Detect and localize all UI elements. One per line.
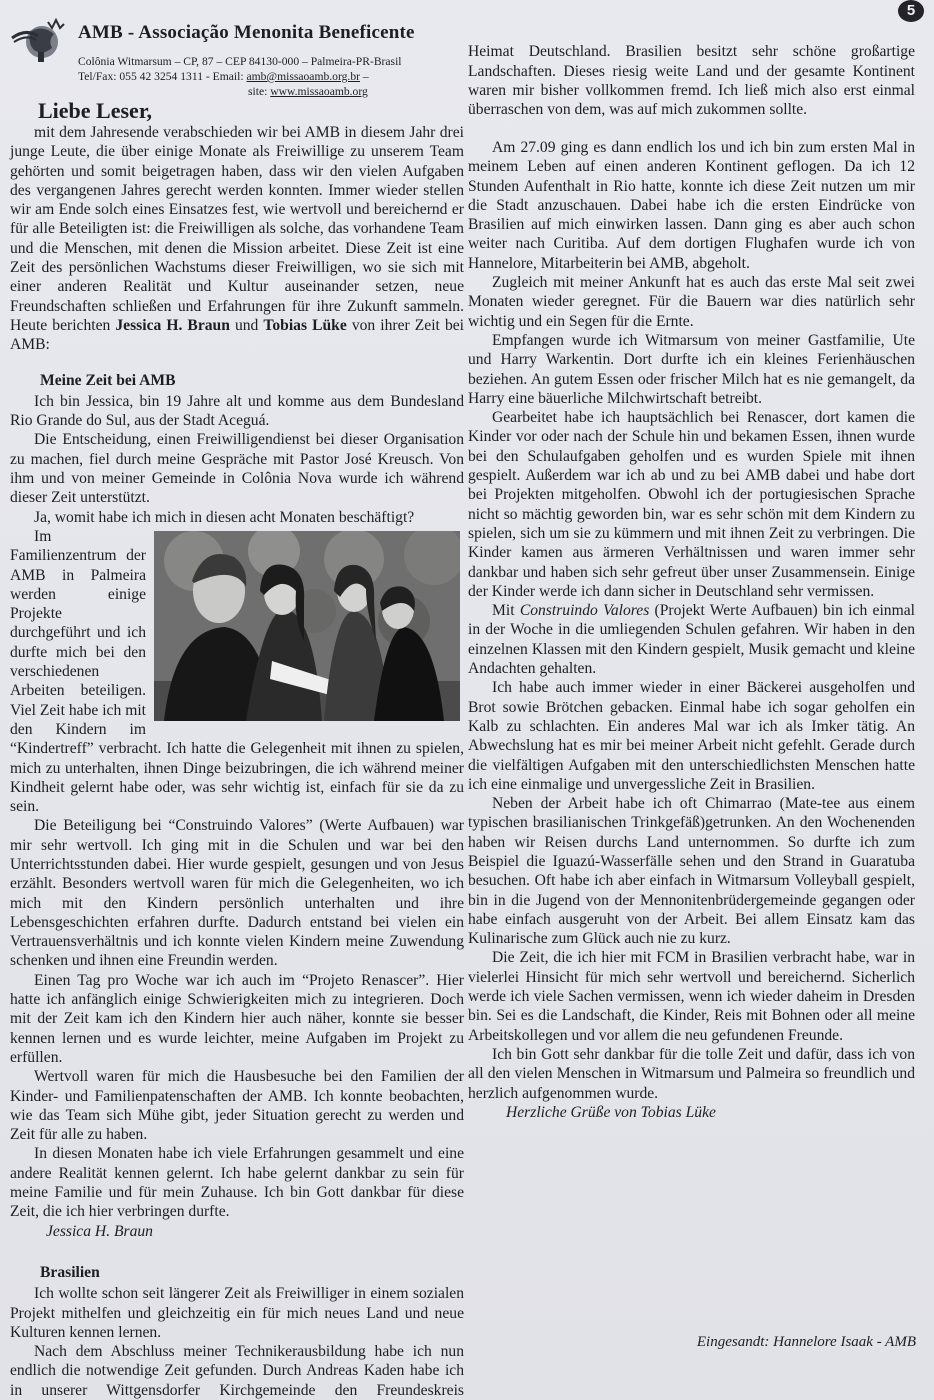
section-title-tobias: Brasilien xyxy=(40,1263,100,1281)
paragraph: Empfangen wurde ich Witmarsum von meiner Gastfamilie, Ute und Harry Warkentin. Dort durfte ich ein kleines Ferienhäuschen beziehen. An gutem Essen oder frischer Milch hat es nie gemangelt, da Harry eine bäuerliche Milchwirtschaft betreibt. xyxy=(468,331,915,407)
signature-tobias: Herzliche Grüße von Tobias Lüke xyxy=(506,1103,716,1121)
amb-logo-icon xyxy=(8,18,70,64)
paragraph: Am 27.09 ging es dann endlich los und ich bin zum ersten Mal in meinem Leben auf einen anderen Kontinent geflogen. Da ich 12 Stunden Aufenthalt in Rio hatte, konnte ich diese Zeit nutzen um mir die Stadt anzuschauen. Dabei habe ich die ersten Eindrücke von Brasilien auf mich einwirken lassen. Dann ging es aber auch schon weiter nach Curitiba. Auf dem dortigen Flughafen wurde ich von Hannelore, Mitarbeiterin bei AMB, abgeholt. xyxy=(468,139,915,272)
page-number: 5 xyxy=(898,0,924,22)
paragraph: Die Entscheidung, einen Freiwilligendienst bei dieser Organisation zu machen, fiel durch meine Gespräche mit Pastor José Kreusch. Von ihm und von meiner Gemeinde in Colônia Nova wurde ich während dieser Zeit unterstützt. xyxy=(10,431,464,507)
org-title: AMB - Associação Menonita Beneficente xyxy=(78,22,415,43)
site-label: site: xyxy=(248,85,271,98)
section-title-jessica: Meine Zeit bei AMB xyxy=(40,371,176,389)
paragraph: Gearbeitet habe ich hauptsächlich bei Renascer, dort kamen die Kinder vor oder nach der Schule hin und bekamen Essen, ihnen wurde bei den Schulaufgaben geholfen und es wurden Spiele mit ihnen gespielt. Außerdem war ich ab und zu bei AMB dabei und habe dort bei Projekten mitgeholfen. Obwohl ich der portugiesischen Sprache nicht so mächtig geworden bin, war es sehr schön mit dem Kindern zu spielen, sich um sie zu kümmern und mit ihnen Zeit zu verbringen. Die Kinder kamen aus ärmeren Verhältnissen und waren immer sehr dankbar und haben sich sehr gefreut über unser Zusammensein. Einige der Kinder werde ich dann sicher in Deutschland sehr vermissen. xyxy=(468,409,915,600)
contact-info xyxy=(78,54,458,99)
email-suffix: – xyxy=(359,70,369,83)
paragraph: Ich wollte schon seit längerer Zeit als Freiwilliger in einem sozialen Projekt mithelfen und gleichzeitig ein für mich neues Land und neue Kulturen kennen lernen. xyxy=(10,1285,464,1341)
paragraph: Nach dem Abschluss meiner Technikerausbildung habe ich nun endlich die notwendige Zeit gefunden. Durch Andreas Kaden habe ich in unserer Wittgensdorfer Kirchgemeinde den Freundeskreis xyxy=(10,1343,464,1399)
greeting: Liebe Leser, xyxy=(38,98,153,123)
name-jessica: Jessica H. Braun xyxy=(115,316,230,334)
credit-line: Eingesandt: Hannelore Isaak - AMB xyxy=(696,1334,916,1350)
tel: Tel/Fax: 055 42 3254 1311 - Email: xyxy=(78,70,247,83)
address: Colônia Witmarsum – CP, 87 – CEP 84130-000 – Palmeira-PR-Brasil xyxy=(78,55,402,68)
project-name: Construindo Valores xyxy=(519,602,650,620)
paragraph: Wertvoll waren für mich die Hausbesuche bei den Familien der Kinder- und Familienpatenschaften der AMB. Ich konnte beobachten, wie das Team sich Mühe gibt, jeder Situation gerecht zu werden und Zeit für alle zu haben. xyxy=(10,1068,464,1144)
paragraph: In diesen Monaten habe ich viele Erfahrungen gesammelt und eine andere Realität kennen gelernt. Ich habe gelernt dankbar zu sein für meine Familie und für mein Zuhause. Ich bin Gott dankbar für diese Zeit, die ich hier verbringen durfte. xyxy=(10,1145,464,1221)
signature-jessica: Jessica H. Braun xyxy=(46,1222,153,1240)
volunteers-photo xyxy=(154,531,460,721)
paragraph: Ich habe auch immer wieder in einer Bäckerei ausgeholfen und Brot sowie Brötchen gebacken. Einmal habe ich sogar geholfen ein Kalb zu schlachten. Ein anderes Mal war ich als Imker tätig. An Abwechslung hat es mir bei meiner Arbeit nicht gefehlt. Gerade durch die vielfältigen Aufgaben mit den unterschiedlichsten Menschen hatte ich eine einmalige und unvergessliche Zeit in Brasilien. xyxy=(468,679,915,793)
left-column xyxy=(10,99,464,1400)
email-link[interactable]: amb@missaoamb.org.br xyxy=(246,70,360,83)
right-column xyxy=(468,42,915,1122)
paragraph: Ich bin Jessica, bin 19 Jahre alt und komme aus dem Bundesland Rio Grande do Sul, aus der Stadt Aceguá. xyxy=(10,392,464,430)
intro-text: mit dem Jahresende verabschieden wir bei AMB in diesem Jahr drei junge Leute, die über einige Monate als Freiwillige zu unserem Team gehörten und somit beigetragen haben, dass wir den vielen Aufgaben des vergangenen Jahres gerecht werden konnten. Immer wieder stellen wir am Ende solch eines Einsatzes fest, wie wertvoll und bereichernd er für alle Beteiligten ist: die Freiwilligen als solche, das vorhandene Team und die Menschen, mit denen die Mission arbeitet. Diese Zeit ist eine Zeit des persönlichen Wachstums dieser Freiwilligen, wo sie sich mit einer anderen Realität und Kultur auseinander setzen, neue Freundschaften schließen und Erfahrungen für ihre Zukunft sammeln. Heute berichten Jessica H. Braun und Tobias Lüke von ihrer Zeit bei AMB: xyxy=(10,124,465,354)
paragraph: Ich bin Gott sehr dankbar für die tolle Zeit und dafür, dass ich von all den vielen Menschen in Witmarsum und Palmeira so freundlich und herzlich aufgenommen wurde. xyxy=(468,1045,915,1102)
paragraph: Neben der Arbeit habe ich oft Chimarrao (Mate-tee aus einem typischen brasilianischen Trinkgefäß)getrunken. An den Wochenenden haben wir Reisen durchs Land unternommen. So durfte ich zum Beispiel die Iguazú-Wasserfälle sehen und den Strand in Guaratuba besuchen. Oft habe ich aber einfach in Witmarsum Volleyball gespielt, bin in die Jugend von der Mennonitenbrüdergemeinde gegangen oder habe einfach ausgeruht von der Arbeit. Bei allem Einsatz kam das Kulinarische zum Glück auch nie zu kurz. xyxy=(468,795,915,948)
paragraph: Einen Tag pro Woche war ich auch im “Projeto Renascer”. Hier hatte ich anfänglich einige Schwierigkeiten mich zu integrieren. Doch mit der Zeit kam ich den Kindern hier auch näher, konnte sie besser kennen lernen und es wurde leichter, meine Aufgaben im Projekt zu erfüllen. xyxy=(10,971,464,1066)
paragraph: Mit Construindo Valores (Projekt Werte Aufbauen) bin ich einmal in der Woche in die umliegenden Schulen gefahren. Wir haben in den einzelnen Klassen mit den Kindern gespielt, Musik gemacht und kleine Andachten gehalten. xyxy=(468,602,915,678)
paragraph: Zugleich mit meiner Ankunft hat es auch das erste Mal seit zwei Monaten wieder geregnet. Für die Bauern war dies natürlich sehr wichtig und ein Segen für die Ernte. xyxy=(468,274,915,330)
paragraph-continued: Heimat Deutschland. Brasilien besitzt sehr schöne großartige Landschaften. Dieses riesig weite Land und der gesamte Kontinent waren mir bisher vollkommen fremd. Ich ließ mich also erst einmal überraschen von dem, was auf mich zukommen sollte. xyxy=(468,43,915,119)
paragraph: Die Beteiligung bei “Construindo Valores” (Werte Aufbauen) war mir sehr wertvoll. Ich ging mit in die Schulen und war bei den Unterrichtsstunden dabei. Hier wurde gespielt, gesungen und von Jesus erzählt. Besonders wertvoll waren für mich die Gelegenheiten, wo ich mich mit den Kindern persönlich unterhalten und ihre Lebensgeschichten erfahren durfte. Dadurch entstand bei vielen ein Vertrauensverhältnis und ich konnte vielen Kindern meine Zuwendung schenken und ihnen eine Freundin werden. xyxy=(10,817,464,970)
name-tobias: Tobias Lüke xyxy=(263,316,347,334)
paragraph: Ja, womit habe ich mich in diesen acht Monaten beschäftigt? xyxy=(34,508,415,526)
site-link[interactable]: www.missaoamb.org xyxy=(270,85,368,98)
paragraph: Die Zeit, die ich hier mit FCM in Brasilien verbracht habe, war in vielerlei Hinsicht für mich sehr wertvoll und bereichernd. Sicherlich werde ich viele Sachen vermissen, wenn ich wieder daheim in Dresden bin. Sei es die Landschaft, die Kinder, Reis mit Bohnen oder all meine Arbeitskollegen und vor allem die neu gefundenen Freunde. xyxy=(468,949,915,1044)
paragraph: Im Familienzentrum der AMB in Palmeira werden einige Projekte durchgeführt und ich durfte mich bei den verschiedenen Arbeiten beteiligen. Viel Zeit habe ich mit den Kindern im “Kindertreff” verbracht. Ich hatte die Gelegenheit mit ihnen zu spielen, mich zu unterhalten, ihnen Dinge beizubringen, die ich während meiner Kindheit gelernt habe oder, was sehr wichtig ist, einfach für sie da zu sein. xyxy=(10,527,464,816)
header xyxy=(8,18,458,102)
